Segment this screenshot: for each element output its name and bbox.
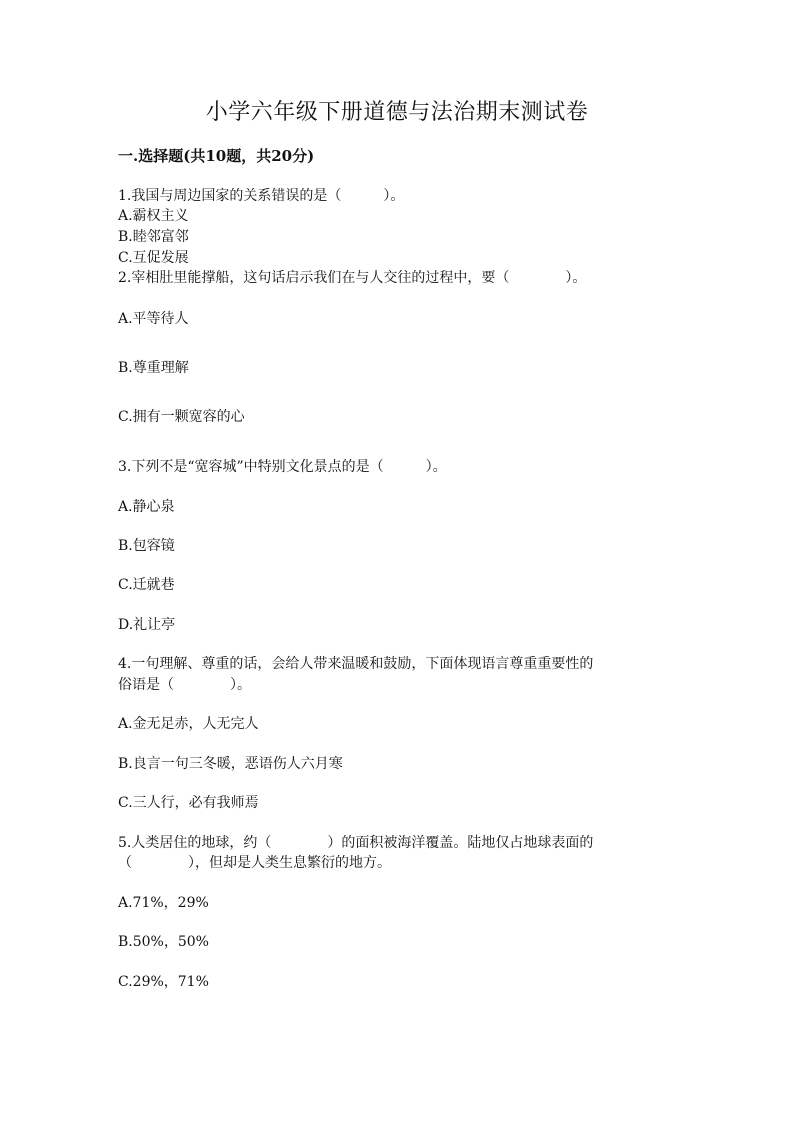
question-4-option-c: C.三人行，必有我师焉 xyxy=(118,795,259,811)
question-2-stem: 2.宰相肚里能撑船，这句话启示我们在与人交往的过程中，要（ ）。 xyxy=(118,270,587,286)
question-5-option-c: C.29%，71% xyxy=(118,974,209,990)
question-3-stem: 3.下列不是“宽容城”中特别文化景点的是（ ）。 xyxy=(118,459,447,475)
question-1-option-a: A.霸权主义 xyxy=(118,208,189,224)
question-2-option-a: A.平等待人 xyxy=(118,311,189,327)
question-1-stem: 1.我国与周边国家的关系错误的是（ ）。 xyxy=(118,188,405,204)
question-5-option-a: A.71%，29% xyxy=(118,895,209,911)
question-5-stem-line-2: （ ），但却是人类生息繁衍的地方。 xyxy=(118,855,391,871)
question-4-option-a: A.金无足赤，人无完人 xyxy=(118,716,259,732)
page-title: 小学六年级下册道德与法治期末测试卷 xyxy=(205,100,589,125)
question-5-option-b: B.50%，50% xyxy=(118,934,209,950)
question-1-option-c: C.互促发展 xyxy=(118,250,189,266)
question-5-stem-line-1: 5.人类居住的地球，约（ ）的面积被海洋覆盖。陆地仅占地球表面的 xyxy=(118,835,594,851)
question-4-stem-line-1: 4.一句理解、尊重的话，会给人带来温暖和鼓励，下面体现语言尊重重要性的 xyxy=(118,656,594,672)
question-2-option-c: C.拥有一颗宽容的心 xyxy=(118,409,245,425)
question-3-option-c: C.迁就巷 xyxy=(118,577,175,593)
question-4-stem-line-2: 俗语是（ ）。 xyxy=(118,677,251,693)
question-3-option-b: B.包容镜 xyxy=(118,538,175,554)
question-3-option-d: D.礼让亭 xyxy=(118,617,176,633)
question-4-option-b: B.良言一句三冬暖，恶语伤人六月寒 xyxy=(118,756,343,772)
question-2-option-b: B.尊重理解 xyxy=(118,360,189,376)
question-1-option-b: B.睦邻富邻 xyxy=(118,229,189,245)
question-3-option-a: A.静心泉 xyxy=(118,499,175,515)
section-heading: 一.选择题(共10题，共20分) xyxy=(118,147,315,165)
